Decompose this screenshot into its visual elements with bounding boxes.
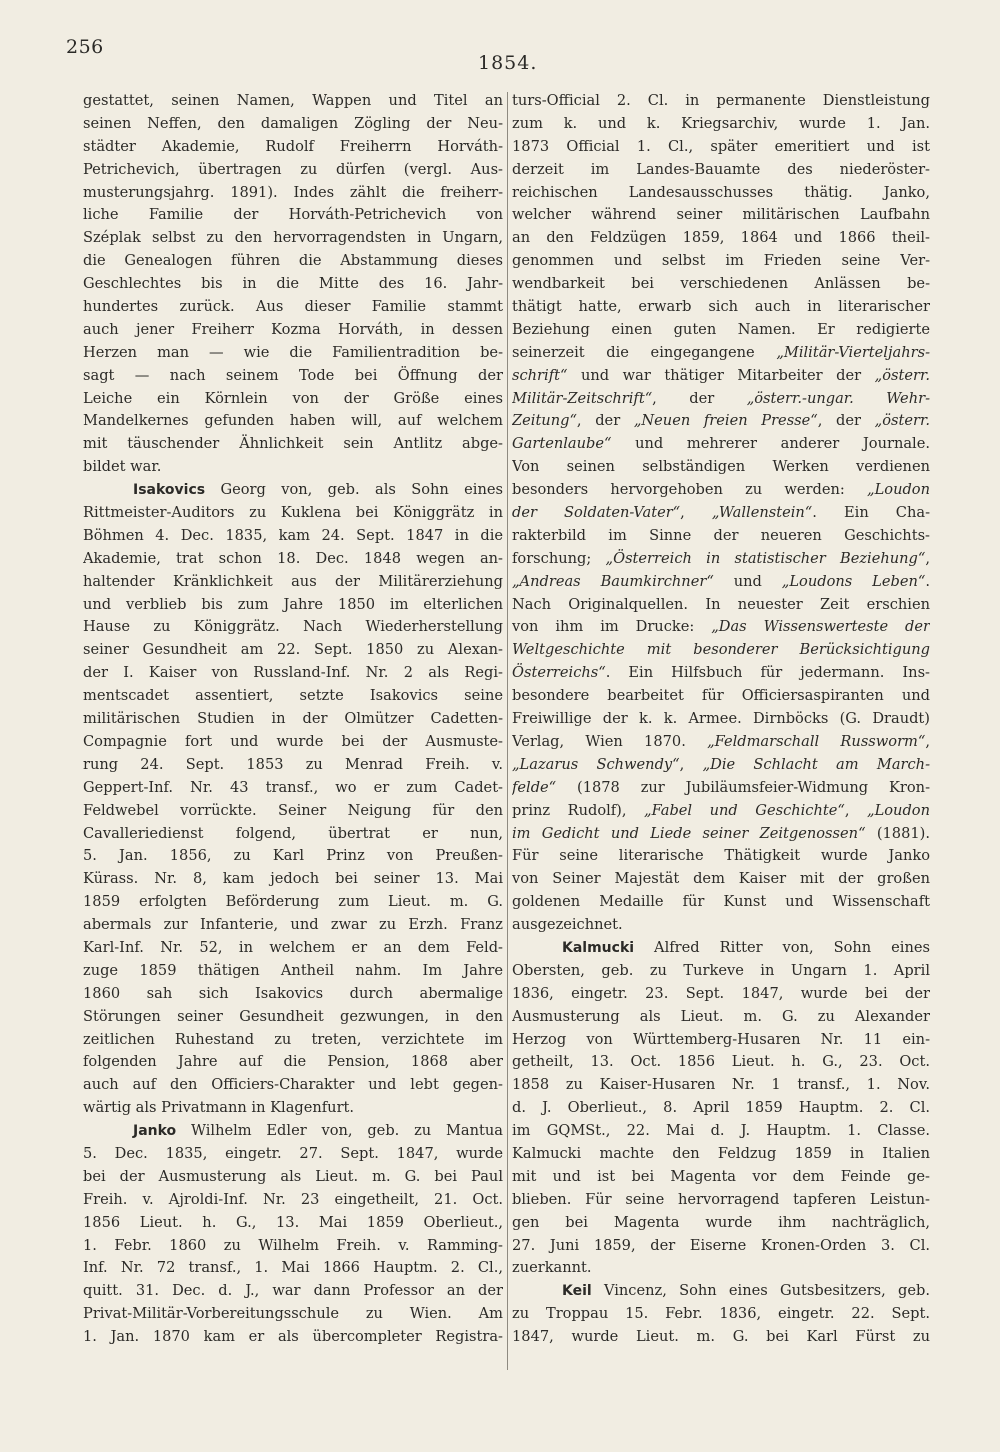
right-column-line: genommen und selbst im Frieden seine Ver- [512, 252, 930, 270]
left-column-line: Kürass. Nr. 8, kam jedoch bei seiner 13. Mai [83, 870, 503, 888]
left-column-line: und verblieb bis zum Jahre 1850 im elterlichen [83, 595, 503, 613]
right-column-line: von Seiner Majestät dem Kaiser mit der großen [512, 870, 930, 888]
right-column-line: besonders hervorgehoben zu werden: „Loudon [512, 481, 930, 499]
right-column-line: 1873 Official 1. Cl., später emeritiert und ist [512, 137, 930, 155]
entry-heading: Kalmucki [562, 939, 635, 956]
left-column-line: liche Familie der Horváth-Petrichevich von [83, 206, 503, 224]
right-column-line: welcher während seiner militärischen Laufbahn [512, 206, 930, 224]
left-column-line: Petrichevich, übertragen zu dürfen (vergl. Aus- [83, 160, 503, 178]
left-column-line: rung 24. Sept. 1853 zu Menrad Freih. v. [83, 755, 503, 773]
left-column-line: bei der Ausmusterung als Lieut. m. G. bei Paul [83, 1167, 503, 1185]
left-column-line: Janko Wilhelm Edler von, geb. zu Mantua [133, 1122, 503, 1140]
right-column-line: felde“ (1878 zur Jubiläumsfeier-Widmung Kron- [512, 778, 930, 796]
left-column-line: musterungsjahrg. 1891). Indes zählt die freiherr- [83, 183, 503, 201]
right-column-line: zuerkannt. [512, 1259, 592, 1277]
left-column-line: seinen Neffen, den damaligen Zögling der Neu- [83, 114, 503, 132]
right-column-line: Österreichs“. Ein Hilfsbuch für jedermann. Ins- [512, 664, 930, 682]
left-column-line: Karl-Inf. Nr. 52, in welchem er an dem Feld- [83, 938, 503, 956]
right-column-line: prinz Rudolf), „Fabel und Geschichte“, „Loudon [512, 801, 930, 819]
right-column-line: gen bei Magenta wurde ihm nachträglich, [512, 1213, 930, 1231]
left-column-line: wärtig als Privatmann in Klagenfurt. [83, 1099, 355, 1117]
left-column-line: 1. Jan. 1870 kam er als übercompleter Registra- [83, 1328, 503, 1346]
right-column-line: im GQMSt., 22. Mai d. J. Hauptm. 1. Classe. [512, 1122, 930, 1140]
running-head-year: 1854. [478, 52, 538, 74]
left-column-line: städter Akademie, Rudolf Freiherrn Horváth- [83, 137, 503, 155]
left-column-line: Böhmen 4. Dec. 1835, kam 24. Sept. 1847 in die [83, 526, 503, 544]
left-column-line: die Genealogen führen die Abstammung dieses [83, 252, 503, 270]
right-column-line: Weltgeschichte mit besonderer Berücksichtigung [512, 641, 930, 659]
right-column-line: von ihm im Drucke: „Das Wissenswerteste der [512, 618, 930, 636]
right-column-line: an den Feldzügen 1859, 1864 und 1866 theil- [512, 229, 930, 247]
right-column-line: schrift“ und war thätiger Mitarbeiter der „österr. [512, 366, 930, 384]
left-column-line: Inf. Nr. 72 transf., 1. Mai 1866 Hauptm. 2. Cl., [83, 1259, 503, 1277]
left-column-line: Cavalleriedienst folgend, übertrat er nun, [83, 824, 503, 842]
right-column-line: Ausmusterung als Lieut. m. G. zu Alexander [512, 1007, 930, 1025]
left-column-line: zuge 1859 thätigen Antheil nahm. Im Jahre [83, 961, 503, 979]
left-column-line: gestattet, seinen Namen, Wappen und Titel an [83, 92, 503, 109]
right-column-line: 1836, eingetr. 23. Sept. 1847, wurde bei der [512, 984, 930, 1002]
left-column-line: mentscadet assentiert, setzte Isakovics seine [83, 687, 503, 705]
left-column-line: Akademie, trat schon 18. Dec. 1848 wegen an- [83, 549, 503, 567]
column-divider [507, 92, 508, 1370]
entry-heading: Isakovics [133, 482, 206, 499]
left-column-line: auch jener Freiherr Kozma Horváth, in dessen [83, 320, 503, 338]
right-column-line: Herzog von Württemberg-Husaren Nr. 11 ein- [512, 1030, 930, 1048]
right-column [512, 90, 930, 1349]
right-column-line: thätigt hatte, erwarb sich auch in literarischer [512, 298, 930, 316]
right-column-line: 1858 zu Kaiser-Husaren Nr. 1 transf., 1. Nov. [512, 1076, 930, 1094]
left-column-line: bildet war. [83, 458, 162, 476]
right-column-line: der Soldaten-Vater“, „Wallenstein“. Ein Cha- [512, 504, 930, 522]
page-number: 256 [66, 36, 104, 58]
entry-heading: Janko [133, 1123, 177, 1140]
entry-heading: Keil [562, 1283, 592, 1300]
right-column-line: Beziehung einen guten Namen. Er redigierte [512, 320, 930, 338]
left-column [83, 90, 503, 1349]
left-column-line: 1. Febr. 1860 zu Wilhelm Freih. v. Ramming- [83, 1236, 503, 1254]
right-column-line: 1847, wurde Lieut. m. G. bei Karl Fürst zu [512, 1328, 930, 1346]
right-column-line: wendbarkeit bei verschiedenen Anlässen be- [512, 275, 930, 293]
right-column-line: seinerzeit die eingegangene „Militär-Vierteljahrs- [512, 343, 930, 361]
left-column-line: auch auf den Officiers-Charakter und lebt gegen- [83, 1076, 503, 1094]
left-column-line: haltender Kränklichkeit aus der Militärerziehung [83, 572, 503, 590]
left-column-line: Mandelkernes gefunden haben will, auf welchem [83, 412, 503, 430]
left-column-line: Hause zu Königgrätz. Nach Wiederherstellung [83, 618, 503, 636]
left-column-line: Herzen man — wie die Familientradition be- [83, 343, 503, 361]
right-column-line: Militär-Zeitschrift“, der „österr.-ungar. Wehr- [512, 389, 930, 407]
left-column-line: Geschlechtes bis in die Mitte des 16. Jahr- [83, 275, 503, 293]
right-column-line: Zeitung“, der „Neuen freien Presse“, der „österr. [512, 412, 930, 430]
right-column-line: derzeit im Landes-Bauamte des niederöster- [512, 160, 930, 178]
left-column-line: zeitlichen Ruhestand zu treten, verzichtete im [83, 1030, 503, 1048]
right-column-line: Obersten, geb. zu Turkeve in Ungarn 1. April [512, 961, 930, 979]
left-column-line: 5. Dec. 1835, eingetr. 27. Sept. 1847, wurde [83, 1144, 503, 1162]
right-column-line: mit und ist bei Magenta vor dem Feinde ge- [512, 1167, 930, 1185]
left-column-line: Feldwebel vorrückte. Seiner Neigung für den [83, 801, 503, 819]
right-column-line: d. J. Oberlieut., 8. April 1859 Hauptm. 2. Cl. [512, 1099, 930, 1117]
left-column-line: 5. Jan. 1856, zu Karl Prinz von Preußen- [83, 847, 503, 865]
left-column-line: 1860 sah sich Isakovics durch abermalige [83, 984, 503, 1002]
left-column-line: 1859 erfolgten Beförderung zum Lieut. m. G. [83, 893, 503, 911]
left-column-line: Compagnie fort und wurde bei der Ausmuste- [83, 732, 503, 750]
left-column-line: hundertes zurück. Aus dieser Familie stammt [83, 298, 503, 316]
right-column-line: Kalmucki machte den Feldzug 1859 in Italien [512, 1144, 930, 1162]
left-column-line: seiner Gesundheit am 22. Sept. 1850 zu Alexan- [83, 641, 503, 659]
right-column-line: im Gedicht und Liede seiner Zeitgenossen“ (1881). [512, 824, 930, 842]
right-column-line: blieben. Für seine hervorragend tapferen Leistun- [512, 1190, 930, 1208]
right-column-line: turs-Official 2. Cl. in permanente Dienstleistung [512, 92, 930, 109]
left-column-line: der I. Kaiser von Russland-Inf. Nr. 2 als Regi- [83, 664, 503, 682]
left-column-line: Geppert-Inf. Nr. 43 transf., wo er zum Cadet- [83, 778, 503, 796]
left-column-line: abermals zur Infanterie, und zwar zu Erzh. Franz [83, 916, 503, 934]
right-column-line: „Lazarus Schwendy“, „Die Schlacht am March- [512, 755, 930, 773]
left-column-line: Störungen seiner Gesundheit gezwungen, in den [83, 1007, 503, 1025]
left-column-line: sagt — nach seinem Tode bei Öffnung der [83, 366, 503, 384]
right-column-line: „Andreas Baumkirchner“ und „Loudons Leben“. [512, 572, 930, 590]
right-column-line: getheilt, 13. Oct. 1856 Lieut. h. G., 23. Oct. [512, 1053, 930, 1071]
left-column-line: quitt. 31. Dec. d. J., war dann Professor an der [83, 1282, 503, 1300]
left-column-line: militärischen Studien in der Olmützer Cadetten- [83, 710, 503, 728]
right-column-line: goldenen Medaille für Kunst und Wissenschaft [512, 893, 930, 911]
left-column-line: Rittmeister-Auditors zu Kuklena bei Königgrätz in [83, 504, 503, 522]
left-column-line: Privat-Militär-Vorbereitungsschule zu Wien. Am [83, 1305, 503, 1323]
right-column-line: 27. Juni 1859, der Eiserne Kronen-Orden 3. Cl. [512, 1236, 930, 1254]
left-column-line: Leiche ein Körnlein von der Größe eines [83, 389, 503, 407]
left-column-line: Isakovics Georg von, geb. als Sohn eines [133, 481, 503, 499]
right-column-line: forschung; „Österreich in statistischer Beziehung“, [512, 549, 930, 567]
left-column-line: 1856 Lieut. h. G., 13. Mai 1859 Oberlieut., [83, 1213, 503, 1231]
right-column-line: besondere bearbeitet für Officiersaspiranten und [512, 687, 930, 705]
right-column-line: ausgezeichnet. [512, 916, 623, 934]
right-column-line: Keil Vincenz, Sohn eines Gutsbesitzers, geb. [562, 1282, 930, 1300]
right-column-line: Von seinen selbständigen Werken verdienen [512, 458, 930, 476]
right-column-line: Freiwillige der k. k. Armee. Dirnböcks (G. Draudt) [512, 710, 930, 728]
right-column-line: Für seine literarische Thätigkeit wurde Janko [512, 847, 930, 865]
right-column-line: Kalmucki Alfred Ritter von, Sohn eines [562, 938, 930, 956]
right-column-line: zum k. und k. Kriegsarchiv, wurde 1. Jan. [512, 114, 930, 132]
right-column-line: reichischen Landesausschusses thätig. Janko, [512, 183, 930, 201]
left-column-line: Széplak selbst zu den hervorragendsten in Ungarn, [83, 229, 503, 247]
right-column-line: zu Troppau 15. Febr. 1836, eingetr. 22. Sept. [512, 1305, 930, 1323]
left-column-line: folgenden Jahre auf die Pension, 1868 aber [83, 1053, 503, 1071]
left-column-line: Freih. v. Ajroldi-Inf. Nr. 23 eingetheilt, 21. Oct. [83, 1190, 503, 1208]
left-column-line: mit täuschender Ähnlichkeit sein Antlitz abge- [83, 435, 503, 453]
right-column-line: Nach Originalquellen. In neuester Zeit erschien [512, 595, 930, 613]
right-column-line: Gartenlaube“ und mehrerer anderer Journale. [512, 435, 930, 453]
right-column-line: Verlag, Wien 1870. „Feldmarschall Russworm“, [512, 732, 930, 750]
right-column-line: rakterbild im Sinne der neueren Geschichts- [512, 526, 930, 544]
